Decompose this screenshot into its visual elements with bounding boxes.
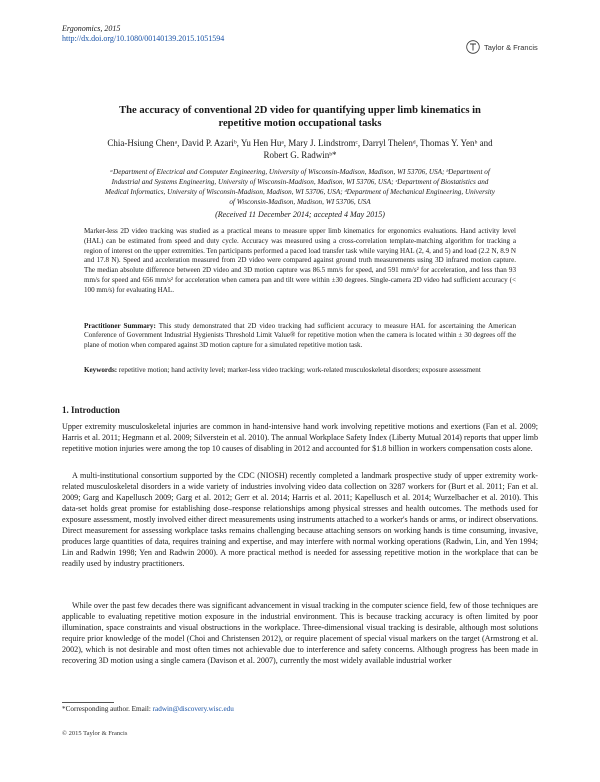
copyright: © 2015 Taylor & Francis [62,730,128,737]
corresponding-email-link[interactable]: radwin@discovery.wisc.edu [152,705,234,713]
affiliation-line: ᵃDepartment of Electrical and Computer Engineering, University of Wisconsin-Madison, Madison, WI 53706, USA; ᵇDepartment of [110,168,490,176]
paragraph: While over the past few decades there was significant advancement in visual tracking in the computer science field, few of those techniques are applicable to evaluating repetitive motion exposure in the industrial environment. This is because tracking accuracy is often limited by poor illumination, space constraints and visual obstructions in the workplace. Three-dimensional visual tracking is desirable, although most solutions require prior knowledge of the model (Choi and Christensen 2012), or require placement of special visual markers on the target (Armstrong et al. 2002), which is not desirable and most often times not achievable due to interference and safety concerns. Although progress has been made in recovering 3D motion using a single camera (Davison et al. 2007), currently the most widely available industrial worker [62,601,538,666]
keywords [84,366,516,375]
author-list [62,137,538,161]
journal-name: Ergonomics, 2015 [62,24,121,33]
footnote-label: *Corresponding author. Email: [62,705,153,713]
paragraph: Upper extremity musculoskeletal injuries are common in hand-intensive hand work involving repetitive motions and exertions (Fan et al. 2009; Harris et al. 2011; Hegmann et al. 2009; Silverstein et al. 2010). The annual Workplace Safety Index (Liberty Mutual 2014) reports that upper limb repetitive motion injuries were among the top 10 causes of disabling in 2012 and accounted for $1.8 billion in workers compensation costs alone. [62,422,538,454]
authors-line: Chia-Hsiung Chenᵃ, David P. Azariᵇ, Yu Hen Huᵃ, Mary J. Lindstromᶜ, Darryl Thelenᵈ, Thomas Y. Yenᵇ and [107,138,493,148]
affiliation-line: Medical Informatics, University of Wisconsin-Madison, Madison, WI 53706, USA; ᵈDepartment of Mechanical Engineering, University [105,187,495,196]
affiliation-line: of Wisconsin-Madison, Madison, WI 53706, USA [229,197,371,206]
publisher-logo [466,40,538,54]
publisher-name: Taylor & Francis [484,42,538,52]
practitioner-summary [84,322,516,350]
abstract: Marker-less 2D video tracking was studied as a practical means to measure upper limb kinematics for ergonomics evaluations. Hand activity level (HAL) can be estimated from speed and duty cycle. Accuracy was measured using a cross-correlation template-matching algorithm for tracking a region of interest on the upper extremities. Ten participants performed a paced load transfer task while varying HAL (2, 4, and 5) and load (2.2 N, 8.9 N and 17.8 N). Speed and acceleration measured from 2D video were compared against ground truth measurements using 3D infrared motion capture. The median absolute difference between 2D video and 3D motion capture was 86.5 mm/s for speed, and 591 mm/s² for acceleration, and less than 93 mm/s for speed and 656 mm/s² for acceleration when camera pan and tilt were within ±30 degrees. Single-camera 2D video had sufficient accuracy (< 100 mm/s) for evaluating HAL. [84,227,516,294]
article-title [62,104,538,130]
footnote-divider [62,702,114,703]
keywords-text: repetitive motion; hand activity level; marker-less video tracking; work-related musculoskeletal disorders; exposure assessment [117,366,481,374]
publisher-emblem-icon [466,40,480,54]
practitioner-summary-text: This study demonstrated that 2D video tracking had sufficient accuracy to measure HAL for ascertaining the American Conference of Government Industrial Hygienists Threshold Limit Value® for repetitive motion when the camera is located within ± 30 degrees off the plane of motion when compared against 3D motion capture for a simulated repetitive motion task. [84,322,516,349]
affiliations [62,168,538,208]
keywords-label: Keywords: [84,366,118,374]
title-line: repetitive motion occupational tasks [218,118,382,129]
authors-line: Robert G. Radwinᵇ* [263,150,337,160]
practitioner-summary-label: Practitioner Summary: [84,322,156,330]
title-line: The accuracy of conventional 2D video for quantifying upper limb kinematics in [119,105,481,116]
affiliation-line: Industrial and Systems Engineering, University of Wisconsin-Madison, Madison, WI 53706, USA; ᶜDepartment of Biostatistics and [111,177,489,186]
doi-link[interactable]: http://dx.doi.org/10.1080/00140139.2015.1051594 [62,34,225,43]
section-heading: 1. Introduction [62,405,120,415]
paragraph: A multi-institutional consortium supported by the CDC (NIOSH) recently completed a landmark prospective study of upper extremity work-related musculoskeletal disorders in a wide variety of industries involving video data collection on 3287 workers for (Burt et al. 2011; Fan et al. 2009; Garg and Kapellusch 2009; Garg et al. 2012; Gerr et al. 2014; Harris et al. 2011; Kapellusch et al. 2014; Wurzelbacher et al. 2010). This data-set holds great promise for establishing dose–response relationships among physical stresses and health outcomes. The methods used for exposure assessment, mostly involved either direct measurements using instruments attached to a worker's hands or arms, or indirect observations. Direct measurement for assessing workplace tasks remains challenging because attaching sensors on working hands is time consuming, invasive, produces large quantities of data, requires training and expertise, and may interfere with normal working operations (Radwin, Lin, and Yen 1994; Lin and Radwin 1998; Yen and Radwin 2000). A more practical method is needed for assessing repetitive motion in the workplace that can be readily used by industry practitioners. [62,471,538,569]
received-dates: (Received 11 December 2014; accepted 4 May 2015) [215,210,385,219]
footnote [62,704,234,714]
